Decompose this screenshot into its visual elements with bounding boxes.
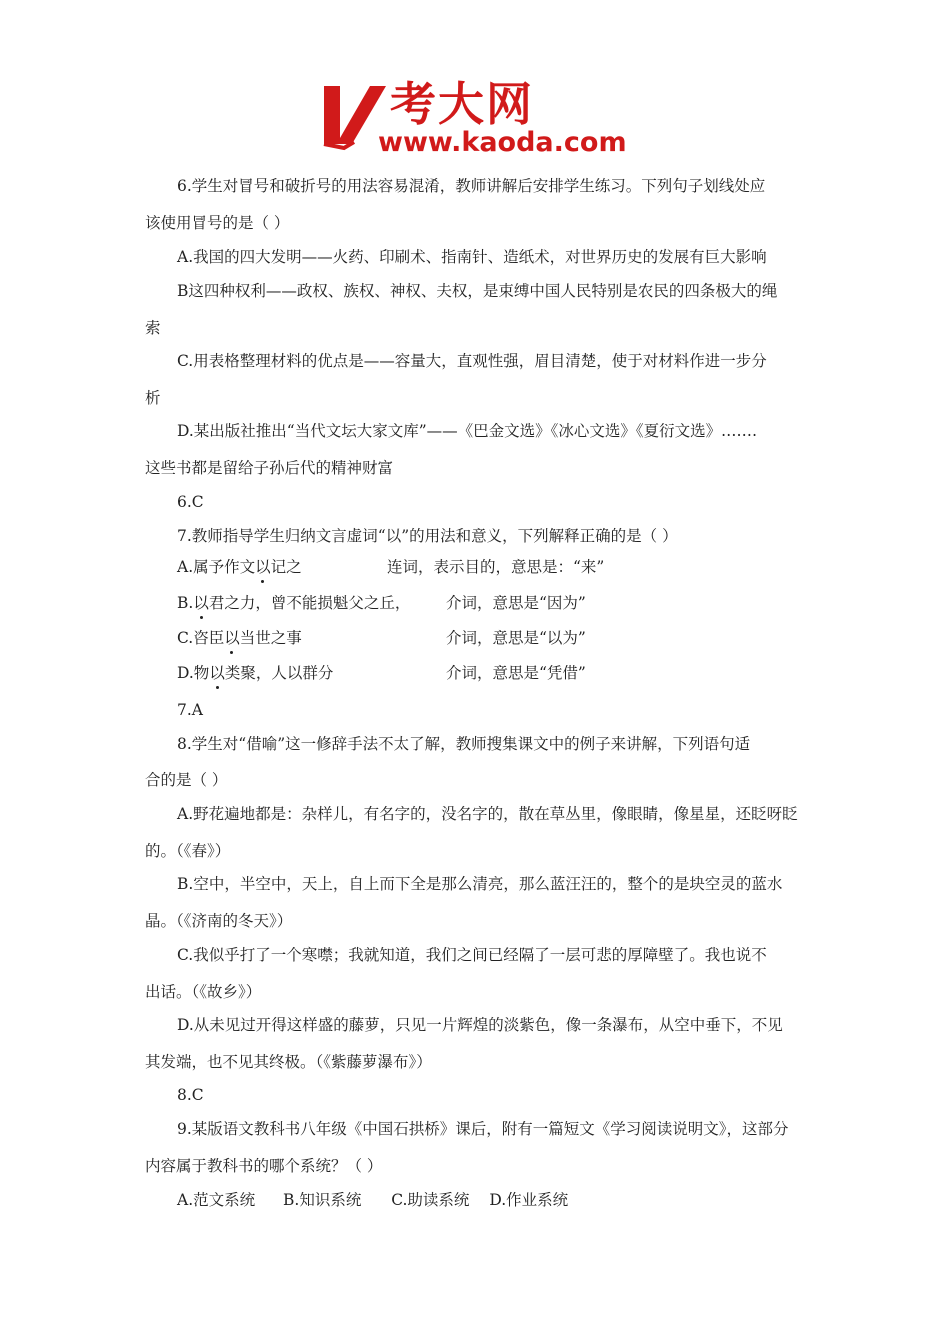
logo-url-text: www.kaoda.com	[378, 127, 627, 158]
q6-option-d-line1: D.某出版社推出“当代文坛大家文库”——《巴金文选》《冰心文选》《夏衍文选》.……	[177, 422, 758, 440]
q8-option-b-line1: B.空中，半空中，天上，自上而下全是那么清亮，那么蓝汪汪的，整个的是块空灵的蓝水	[177, 875, 783, 893]
q9-stem-line1: 9.某版语文教科书八年级《中国石拱桥》课后，附有一篇短文《学习阅读说明文》，这部分	[177, 1120, 789, 1138]
q7-b-keyword: 以	[193, 594, 209, 612]
q9-stem-line2: 内容属于教科书的哪个系统？（ ）	[145, 1157, 383, 1175]
q9-option-b: B.知识系统	[283, 1191, 362, 1209]
q8-option-d-line1: D.从未见过开得这样盛的藤萝，只见一片辉煌的淡紫色，像一条瀑布，从空中垂下，不见	[177, 1016, 783, 1034]
q7-b-explanation: 介词，意思是“因为”	[446, 594, 586, 612]
q8-option-c-line2: 出话。（《故乡》）	[145, 983, 262, 1001]
q6-option-b-line1: B这四种权利——政权、族权、神权、夫权，是束缚中国人民特别是农民的四条极大的绳	[177, 282, 778, 300]
q7-d-keyword: 以	[209, 664, 225, 682]
q8-option-b-line2: 晶。（《济南的冬天》）	[145, 912, 293, 930]
q6-stem-line2: 该使用冒号的是（ ）	[145, 214, 290, 232]
q7-option-b	[177, 593, 410, 613]
q6-option-c-line1: C.用表格整理材料的优点是——容量大，直观性强，眉目清楚，使于对材料作进一步分	[177, 352, 767, 370]
q7-c-text-post: 当世之事	[239, 629, 302, 647]
q8-stem-line2: 合的是（ ）	[145, 771, 228, 789]
q7-d-text-pre: D.物	[177, 664, 210, 682]
q7-d-explanation: 介词，意思是“凭借”	[446, 664, 586, 682]
q7-a-keyword: 以	[255, 558, 271, 576]
q7-option-d	[177, 663, 333, 683]
q7-d-text-post: 类聚，人以群分	[224, 664, 334, 682]
q8-option-d-line2: 其发端，也不见其终极。（《紫藤萝瀑布》）	[145, 1053, 432, 1071]
q7-a-text-post: 记之	[270, 558, 302, 576]
q8-option-c-line1: C.我似乎打了一个寒噤；我就知道，我们之间已经隔了一层可悲的厚障壁了。我也说不	[177, 946, 767, 964]
q6-option-d-line2: 这些书都是留给子孙后代的精神财富	[145, 459, 394, 477]
q9-options	[177, 1190, 568, 1210]
q8-answer: 8.C	[177, 1086, 204, 1104]
q7-option-a	[177, 557, 302, 577]
q7-b-text-pre: B.	[177, 594, 194, 612]
q9-option-c: C.助读系统	[391, 1191, 470, 1209]
q8-option-a-line2: 的。（《春》）	[145, 842, 231, 860]
q7-b-text-post: 君之力，曾不能损魁父之丘，	[208, 594, 411, 612]
q9-option-a: A.范文系统	[177, 1191, 256, 1209]
q8-stem-line1: 8.学生对“借喻”这一修辞手法不太了解，教师搜集课文中的例子来讲解，下列语句适	[177, 735, 751, 753]
q9-option-d: D.作业系统	[489, 1191, 569, 1209]
q7-option-c	[177, 628, 302, 648]
q6-stem-line1: 6.学生对冒号和破折号的用法容易混淆，教师讲解后安排学生练习。下列句子划线处应	[177, 177, 766, 195]
q7-c-keyword: 以	[224, 629, 240, 647]
logo-chinese-text: 考大网	[390, 77, 534, 131]
q7-c-explanation: 介词，意思是“以为”	[446, 629, 586, 647]
q7-stem: 7.教师指导学生归纳文言虚词“以”的用法和意义，下列解释正确的是（ ）	[177, 527, 678, 545]
q7-a-explanation: 连词，表示目的，意思是：“来”	[387, 558, 605, 576]
q6-answer: 6.C	[177, 493, 204, 511]
kaoda-logo	[318, 78, 648, 164]
q7-c-text-pre: C.咨臣	[177, 629, 225, 647]
q6-option-a: A.我国的四大发明——火药、印刷术、指南针、造纸术，对世界历史的发展有巨大影响	[177, 248, 767, 266]
q6-option-c-line2: 析	[145, 389, 161, 407]
q6-option-b-line2: 索	[145, 319, 161, 337]
q8-option-a-line1: A.野花遍地都是：杂样儿，有名字的，没名字的，散在草丛里，像眼睛，像星星，还眨呀眨	[177, 805, 798, 823]
q7-a-text-pre: A.属予作文	[177, 558, 256, 576]
q7-answer: 7.A	[177, 701, 203, 719]
